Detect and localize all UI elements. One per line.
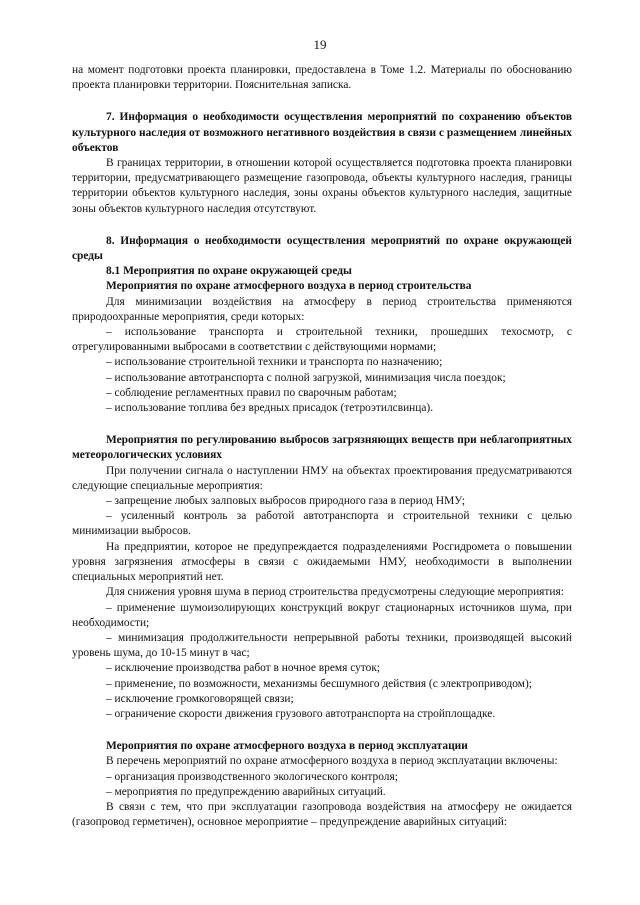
section8-subheading: 8.1 Мероприятия по охране окружающей среды [106, 265, 352, 278]
list-item: – мероприятия по предупреждению аварийных ситуаций. [106, 785, 386, 798]
list-item: – использование топлива без вредных присадок (тетроэтилсвинца). [106, 402, 434, 415]
list-item: – ограничение скорости движения грузового автотранспорта на стройплощадке. [106, 707, 496, 720]
list-item: – использование транспорта и строительной техники, прошедших техосмотр, с отрегулированными выбросами в соответствии с действующими нормами; [72, 326, 572, 354]
operation-intro: В перечень мероприятий по охране атмосферного воздуха в период эксплуатации включены: [106, 755, 558, 768]
list-item: – исключение громкоговорящей связи; [106, 692, 294, 705]
section7-heading: 7. Информация о необходимости осуществления мероприятий по сохранению объектов культурного наследия от возможного негативного воздействия в связи с размещением линейных объектов [72, 111, 572, 154]
intro-paragraph: на момент подготовки проекта планировки, предоставлена в Томе 1.2. Материалы по обоснованию проекта планировки территории. Пояснительная записка. [72, 64, 572, 92]
operation-final: В связи с тем, что при эксплуатации газопровода воздействия на атмосферу не ожидается (газопровод герметичен), основное мероприятие – предупреждение аварийных ситуаций: [72, 800, 572, 829]
nmu-note: На предприятии, которое не предупреждается подразделениями Росгидромета о повышении уровня загрязнения атмосферы в связи с ожидаемыми НМУ, необходимости в выполнении специальных мероприятий нет. [72, 540, 572, 584]
operation-heading: Мероприятия по охране атмосферного воздуха в период эксплуатации [106, 740, 468, 753]
list-item: – применение, по возможности, механизмы бесшумного действия (с электроприводом); [106, 677, 532, 690]
list-item: – исключение производства работ в ночное время суток; [106, 662, 381, 675]
list-item: – использование автотранспорта с полной загрузкой, минимизация числа поездок; [106, 371, 506, 384]
list-item: – запрещение любых залповых выбросов природного газа в период НМУ; [106, 495, 466, 508]
construction-intro: Для минимизации воздействия на атмосферу в период строительства применяются природоохранные мероприятия, среди которых: [72, 295, 572, 323]
list-item: – использование строительной техники и транспорта по назначению; [106, 356, 443, 369]
section7-body: В границах территории, в отношении которой осуществляется подготовка проекта планировки территории, предусматривающего размещение газопровода, объекты культурного наследия, границы территории объектов культурного наследия, зоны охраны объектов культурного наследия, защитные зоны объектов культурного наследия отсутствуют. [72, 157, 572, 215]
page-number: 19 [313, 37, 327, 52]
nmu-intro: При получении сигнала о наступлении НМУ на объектах проектирования предусматриваются следующие специальные мероприятия: [72, 464, 572, 492]
noise-intro: Для снижения уровня шума в период строительства предусмотрены следующие мероприятия: [106, 586, 564, 599]
list-item: – применение шумоизолирующих конструкций вокруг стационарных источников шума, при необходимости; [72, 601, 572, 629]
list-item: – организация производственного экологического контроля; [106, 770, 398, 783]
construction-heading: Мероприятия по охране атмосферного воздуха в период строительства [106, 280, 472, 293]
section8-heading: 8. Информация о необходимости осуществления мероприятий по охране окружающей среды [72, 234, 572, 263]
list-item: – соблюдение регламентных правил по сварочным работам; [106, 386, 397, 399]
page-content [72, 63, 572, 830]
nmu-heading: Мероприятия по регулированию выбросов загрязняющих веществ при неблагоприятных метеорологических условиях [72, 434, 572, 462]
list-item: – усиленный контроль за работой автотранспорта и строительной техники с целью минимизации выбросов. [72, 510, 572, 538]
list-item: – минимизация продолжительности непрерывной работы техники, производящей высокий уровень шума, до 10-15 минут в час; [72, 631, 572, 660]
